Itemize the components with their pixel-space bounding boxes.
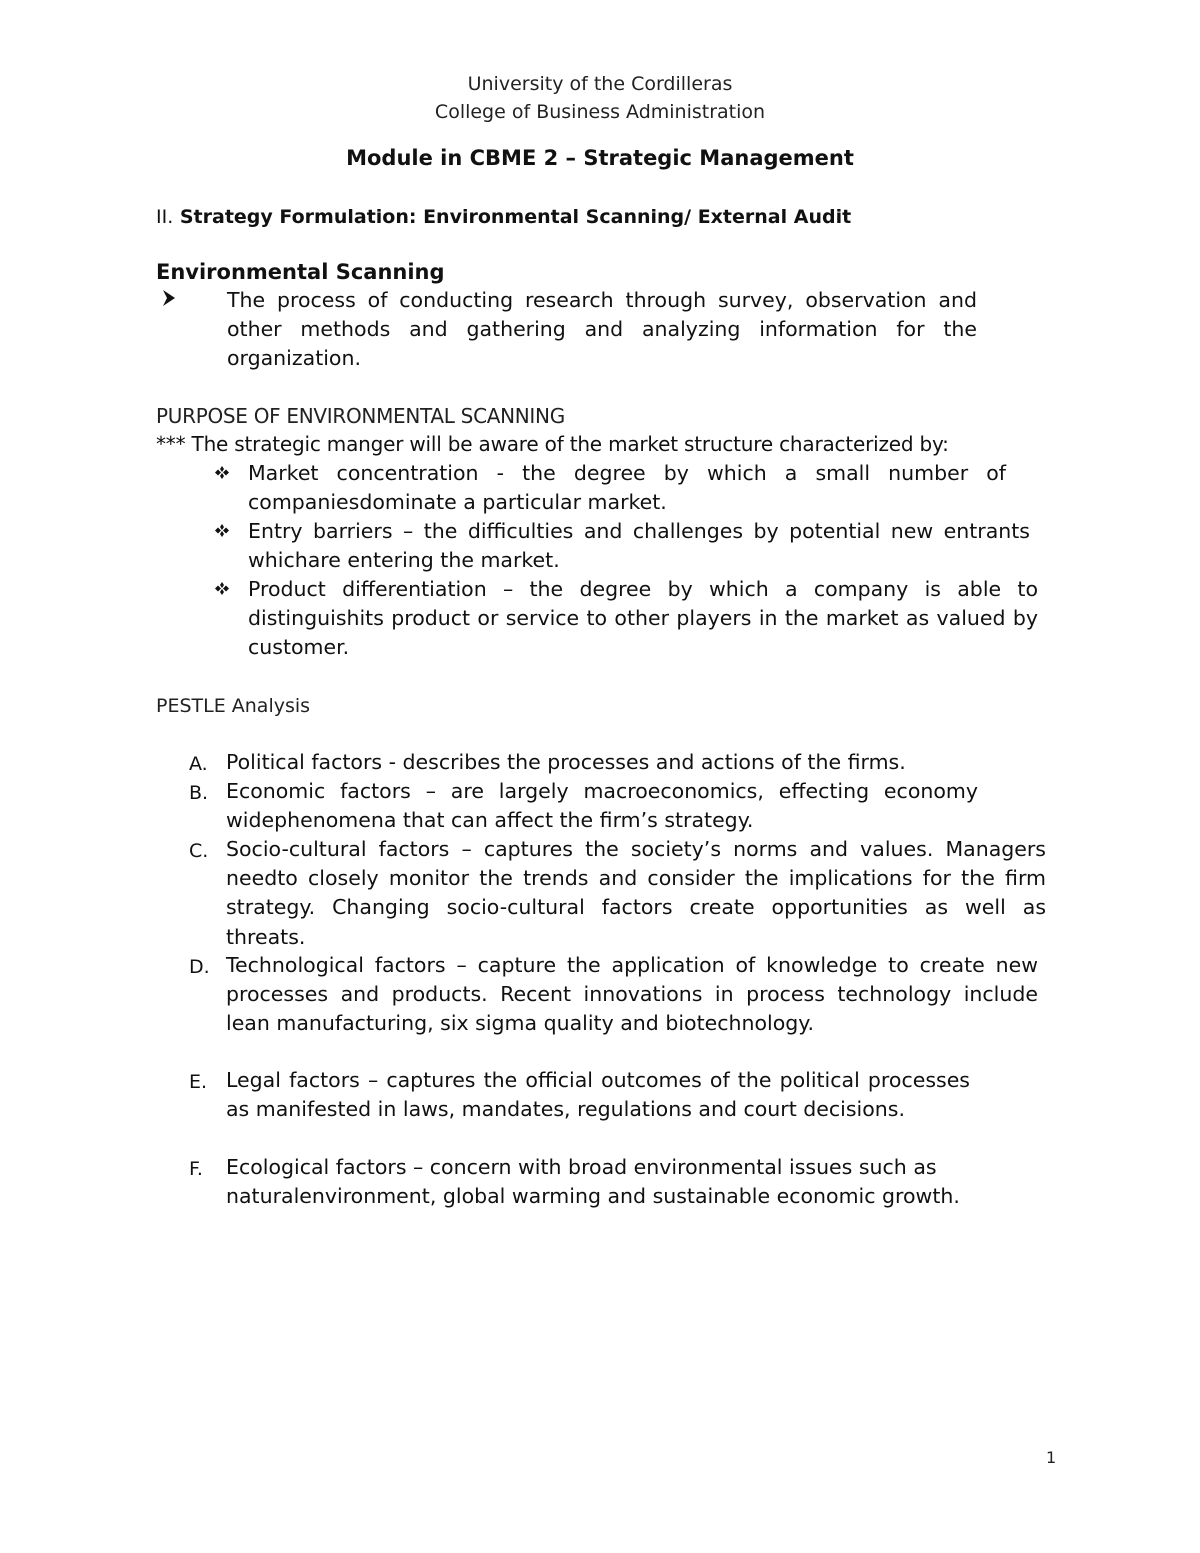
pestle-letter-f: F. bbox=[189, 1158, 203, 1180]
four-diamond-bullet-icon bbox=[214, 519, 230, 549]
pestle-item-a: Political factors - describes the processes and actions of the firms. bbox=[226, 750, 906, 774]
pestle-item-e: Legal factors – captures the official outcomes of the political processes as manifested in laws, mandates, regulations and court decisions. bbox=[226, 1068, 970, 1122]
pestle-item-f: Ecological factors – concern with broad environmental issues such as naturalenvironment, global warming and sustainable economic growth. bbox=[226, 1155, 960, 1209]
section-title: Strategy Formulation: Environmental Scanning/ External Audit bbox=[179, 206, 852, 228]
section-heading bbox=[156, 203, 851, 231]
four-diamond-bullet-icon bbox=[214, 577, 230, 607]
four-diamond-bullet-icon bbox=[214, 461, 230, 491]
pestle-item-b: Economic factors – are largely macroeconomics, effecting economy widephenomena that can affect the firm’s strategy. bbox=[226, 779, 978, 833]
pestle-item-d: Technological factors – capture the application of knowledge to create new processes and products. Recent innovations in process technology include lean manufacturing, six sigma quality and biotechnology. bbox=[226, 953, 1038, 1036]
arrowhead-bullet-icon bbox=[160, 287, 178, 317]
env-scanning-definition: The process of conducting research through survey, observation and other methods and gathering and analyzing information for the organization. bbox=[227, 288, 977, 371]
purpose-item-1: Market concentration - the degree by which a small number of companiesdominate a particular market. bbox=[248, 461, 1006, 515]
pestle-letter-e: E. bbox=[189, 1071, 208, 1093]
university-name: University of the Cordilleras bbox=[467, 73, 733, 95]
pestle-heading: PESTLE Analysis bbox=[156, 695, 311, 717]
page-number: 1 bbox=[1046, 1448, 1057, 1467]
env-scanning-heading: Environmental Scanning bbox=[156, 260, 445, 284]
purpose-item-3: Product differentiation – the degree by which a company is able to distinguishits product or service to other players in the market as valued by customer. bbox=[248, 577, 1038, 660]
module-title: Module in CBME 2 – Strategic Management bbox=[346, 146, 854, 170]
pestle-item-c: Socio-cultural factors – captures the society’s norms and values. Managers needto closely monitor the trends and consider the implications for the firm strategy. Changing socio-cultural factors create opportunities as well as threats. bbox=[226, 837, 1046, 949]
college-name: College of Business Administration bbox=[434, 101, 766, 123]
pestle-letter-d: D. bbox=[189, 956, 210, 978]
pestle-letter-c: C. bbox=[189, 840, 209, 862]
purpose-item-2: Entry barriers – the difficulties and challenges by potential new entrants whichare entering the market. bbox=[248, 519, 1030, 573]
pestle-letter-b: B. bbox=[189, 782, 209, 804]
purpose-heading: PURPOSE OF ENVIRONMENTAL SCANNING bbox=[156, 404, 565, 428]
section-number: II. bbox=[156, 206, 174, 228]
pestle-letter-a: A. bbox=[189, 753, 208, 775]
purpose-intro: *** The strategic manger will be aware of the market structure characterized by: bbox=[156, 432, 949, 456]
